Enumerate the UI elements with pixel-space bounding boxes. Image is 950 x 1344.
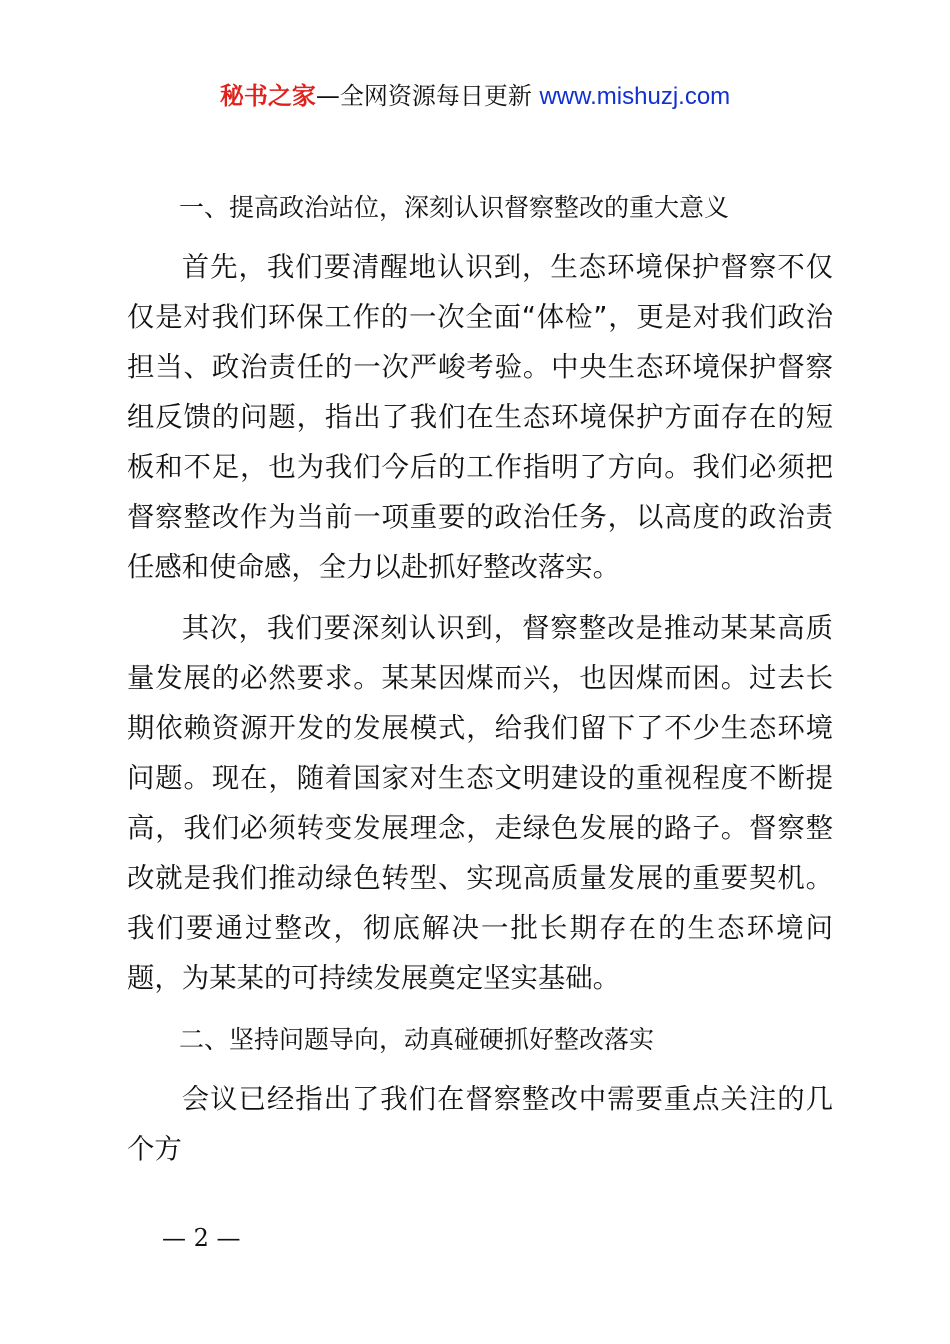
paragraph-2: 其次，我们要深刻认识到，督察整改是推动某某高质量发展的必然要求。某某因煤而兴，也因煤而困。过去长期依赖资源开发的发展模式，给我们留下了不少生态环境问题。现在，随着国家对生态文明建设的重视程度不断提高，我们必须转变发展理念，走绿色发展的路子。督察整改就是我们推动绿色转型、实现高质量发展的重要契机。我们要通过整改，彻底解决一批长期存在的生态环境问题，为某某的可持续发展奠定坚实基础。: [127, 613, 833, 994]
paragraph-1: 首先，我们要清醒地认识到，生态环境保护督察不仅仅是对我们环保工作的一次全面“体检”，更是对我们政治担当、政治责任的一次严峻考验。中央生态环境保护督察组反馈的问题，指出了我们在生态环境保护方面存在的短板和不足，也为我们今后的工作指明了方向。我们必须把督察整改作为当前一项重要的政治任务，以高度的政治责任感和使命感，全力以赴抓好整改落实。: [127, 252, 833, 583]
brand-name: 秘书之家: [219, 82, 316, 110]
document-body: [127, 183, 833, 1175]
page-header: [0, 80, 950, 113]
section-heading-2: 二、坚持问题导向，动真碰硬抓好整改落实: [179, 1025, 655, 1054]
section-heading-1: 一、提高政治站位，深刻认识督察整改的重大意义: [179, 193, 730, 222]
website-link[interactable]: www.mishuzj.com: [539, 83, 731, 110]
page-number: — 2 —: [162, 1224, 241, 1252]
header-slogan: —全网资源每日更新: [315, 82, 540, 110]
paragraph-3: 会议已经指出了我们在督察整改中需要重点关注的几个方: [127, 1084, 833, 1165]
